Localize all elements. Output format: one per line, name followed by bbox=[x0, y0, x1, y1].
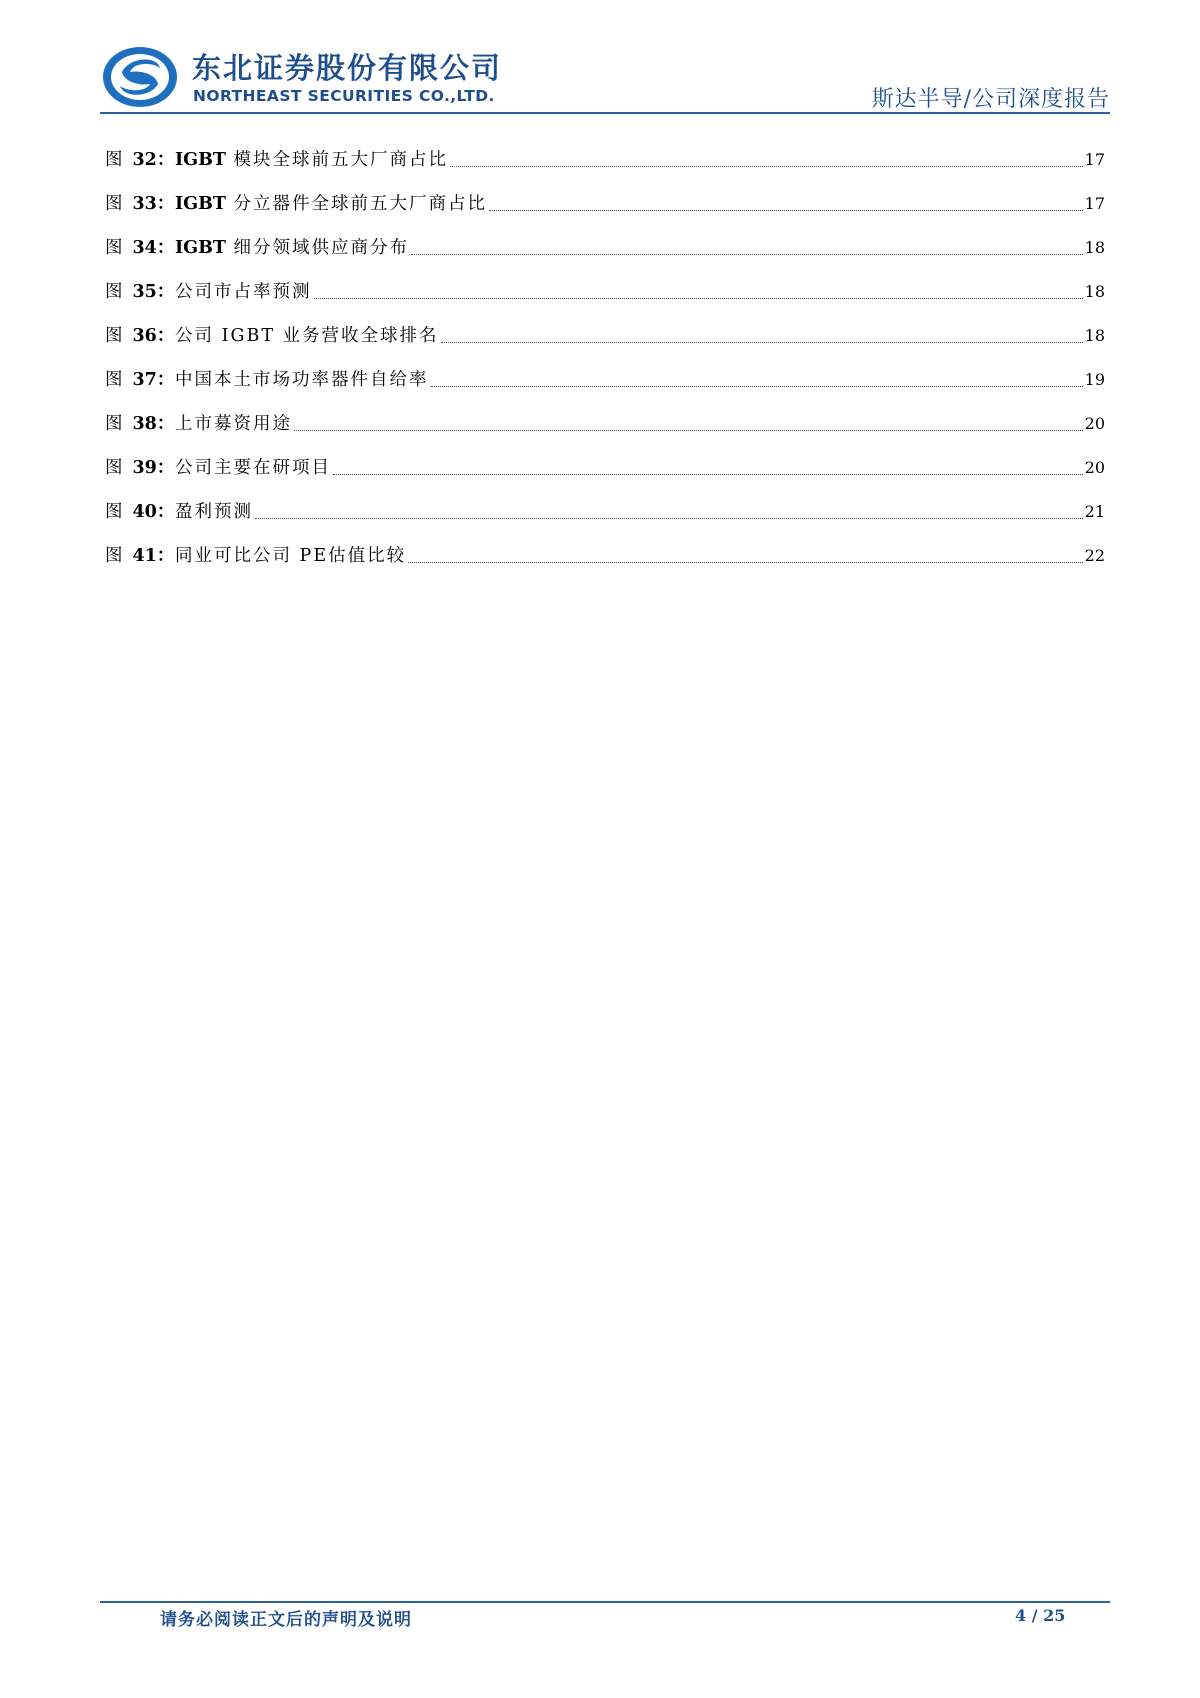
disclaimer-note: 请务必阅读正文后的声明及说明 bbox=[160, 1610, 412, 1630]
company-name-en: NORTHEAST SECURITIES CO.,LTD. bbox=[193, 87, 495, 105]
toc-leader-dots bbox=[314, 298, 1083, 299]
toc-title-text: 同业可比公司 PE估值比较 bbox=[175, 546, 407, 566]
toc-leader-dots bbox=[294, 430, 1083, 431]
toc-figure-number: 33 bbox=[132, 194, 157, 214]
toc-colon: ： bbox=[156, 502, 175, 522]
toc-title bbox=[175, 500, 253, 524]
page-header bbox=[100, 42, 1110, 114]
header-divider bbox=[100, 112, 1110, 114]
toc-entry[interactable] bbox=[105, 186, 1105, 230]
toc-leader-dots bbox=[411, 254, 1083, 255]
toc-title-text: 公司主要在研项目 bbox=[175, 458, 331, 478]
toc-title-text: 上市募资用途 bbox=[175, 414, 292, 434]
toc-title-text: 模块全球前五大厂商占比 bbox=[225, 150, 449, 170]
toc-figure-number: 39 bbox=[132, 458, 157, 478]
toc-page-number: 22 bbox=[1084, 546, 1105, 565]
toc-prefix: 图 bbox=[105, 370, 129, 390]
toc-colon: ： bbox=[156, 414, 175, 434]
company-name-cn: 东北证券股份有限公司 bbox=[192, 51, 503, 85]
toc-prefix: 图 bbox=[105, 238, 129, 258]
toc-prefix: 图 bbox=[105, 546, 129, 566]
toc-entry[interactable] bbox=[105, 142, 1105, 186]
toc-title bbox=[175, 456, 331, 480]
toc-prefix: 图 bbox=[105, 150, 129, 170]
toc-page-number: 20 bbox=[1084, 414, 1105, 433]
northeast-securities-logo-icon bbox=[100, 44, 182, 110]
toc-prefix: 图 bbox=[105, 326, 129, 346]
toc-colon: ： bbox=[156, 370, 175, 390]
page-number: 4 / 25 bbox=[1015, 1606, 1066, 1625]
toc-prefix: 图 bbox=[105, 414, 129, 434]
toc-title bbox=[175, 324, 439, 348]
toc-title-text: 细分领域供应商分布 bbox=[225, 238, 410, 258]
toc-colon: ： bbox=[156, 546, 175, 566]
toc-figure-number: 41 bbox=[132, 546, 157, 566]
toc-entry[interactable] bbox=[105, 450, 1105, 494]
toc-page-number: 18 bbox=[1084, 326, 1105, 345]
toc-title bbox=[175, 544, 406, 568]
toc-title bbox=[175, 412, 292, 436]
toc-leader-dots bbox=[450, 166, 1083, 167]
toc-figure-number: 38 bbox=[132, 414, 157, 434]
toc-figure-number: 36 bbox=[132, 326, 157, 346]
toc-entry[interactable] bbox=[105, 318, 1105, 362]
toc-colon: ： bbox=[156, 282, 175, 302]
toc-leader-dots bbox=[489, 210, 1083, 211]
toc-entry[interactable] bbox=[105, 538, 1105, 582]
figure-list bbox=[105, 142, 1105, 582]
toc-title bbox=[175, 148, 448, 172]
toc-title bbox=[175, 236, 409, 260]
toc-entry[interactable] bbox=[105, 494, 1105, 538]
toc-page-number: 18 bbox=[1084, 282, 1105, 301]
toc-prefix: 图 bbox=[105, 194, 129, 214]
footer-divider bbox=[100, 1601, 1110, 1603]
toc-figure-number: 34 bbox=[132, 238, 157, 258]
toc-prefix: 图 bbox=[105, 502, 129, 522]
toc-leader-dots bbox=[255, 518, 1083, 519]
toc-colon: ： bbox=[156, 326, 175, 346]
toc-leader-dots bbox=[333, 474, 1083, 475]
toc-title bbox=[175, 368, 429, 392]
toc-title-latin: IGBT bbox=[175, 238, 226, 258]
toc-page-number: 18 bbox=[1084, 238, 1105, 257]
toc-page-number: 17 bbox=[1084, 194, 1105, 213]
toc-figure-number: 37 bbox=[132, 370, 157, 390]
toc-leader-dots bbox=[408, 562, 1083, 563]
toc-entry[interactable] bbox=[105, 230, 1105, 274]
toc-title-text: 中国本土市场功率器件自给率 bbox=[175, 370, 429, 390]
toc-page-number: 17 bbox=[1084, 150, 1105, 169]
toc-prefix: 图 bbox=[105, 458, 129, 478]
toc-entry[interactable] bbox=[105, 362, 1105, 406]
toc-colon: ： bbox=[156, 150, 175, 170]
toc-colon: ： bbox=[156, 238, 175, 258]
toc-entry[interactable] bbox=[105, 274, 1105, 318]
toc-colon: ： bbox=[156, 458, 175, 478]
toc-title-latin: IGBT bbox=[175, 194, 226, 214]
toc-title-text: 公司市占率预测 bbox=[175, 282, 312, 302]
toc-prefix: 图 bbox=[105, 282, 129, 302]
toc-title-text: 公司 IGBT 业务营收全球排名 bbox=[175, 326, 439, 346]
toc-page-number: 20 bbox=[1084, 458, 1105, 477]
toc-leader-dots bbox=[441, 342, 1083, 343]
toc-figure-number: 35 bbox=[132, 282, 157, 302]
toc-title-latin: IGBT bbox=[175, 150, 226, 170]
toc-entry[interactable] bbox=[105, 406, 1105, 450]
toc-figure-number: 32 bbox=[132, 150, 157, 170]
toc-colon: ： bbox=[156, 194, 175, 214]
toc-leader-dots bbox=[431, 386, 1083, 387]
toc-page-number: 19 bbox=[1084, 370, 1105, 389]
toc-page-number: 21 bbox=[1084, 502, 1105, 521]
toc-figure-number: 40 bbox=[132, 502, 157, 522]
toc-title-text: 分立器件全球前五大厂商占比 bbox=[225, 194, 488, 214]
report-type: 斯达半导/公司深度报告 bbox=[871, 87, 1110, 112]
toc-title bbox=[175, 280, 312, 304]
toc-title-text: 盈利预测 bbox=[175, 502, 253, 522]
toc-title bbox=[175, 192, 487, 216]
